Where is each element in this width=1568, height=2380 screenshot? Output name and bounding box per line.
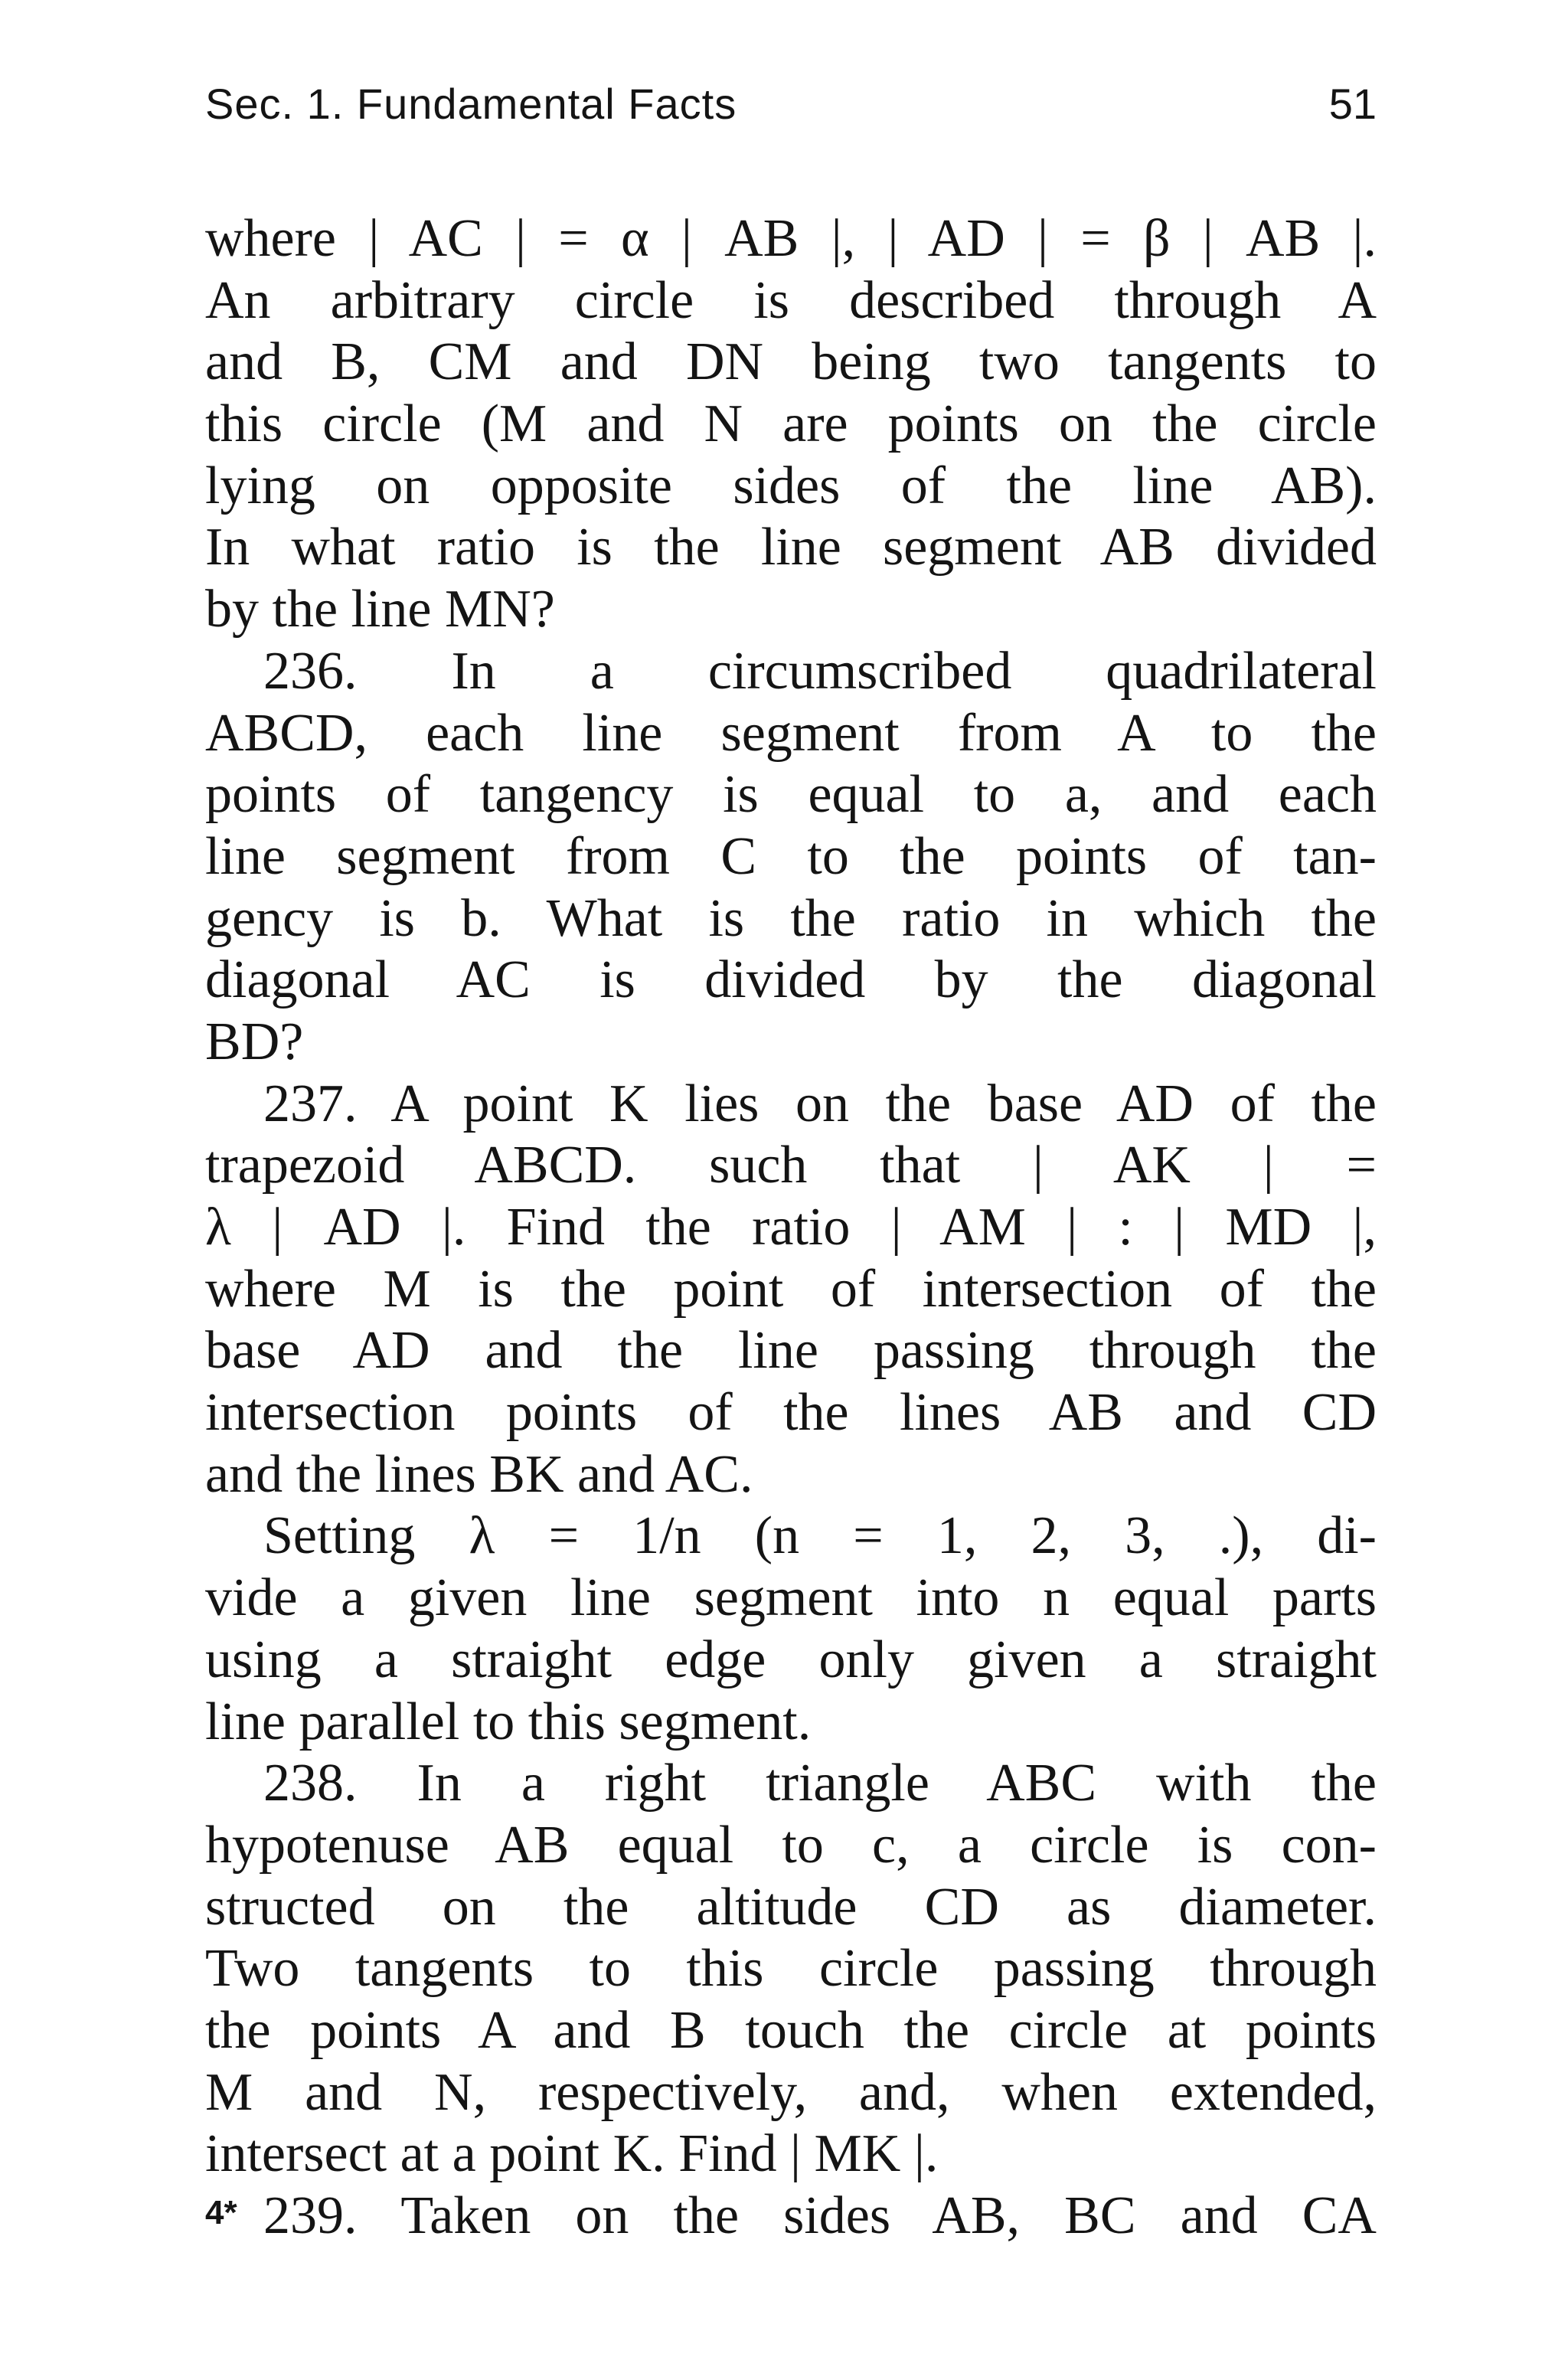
section-title: Sec. 1. Fundamental Facts (205, 80, 737, 128)
text-line: the points A and B touch the circle at points (205, 2000, 1377, 2060)
text-line: BD? (205, 1012, 304, 1071)
text-line: points of tangency is equal to a, and each (205, 765, 1377, 825)
text-line: where | AC | = α | AB |, | AD | = β | AB |. (205, 209, 1377, 268)
text-line: this circle (M and N are points on the circle (205, 394, 1377, 454)
text-line: hypotenuse AB equal to c, a circle is con- (205, 1815, 1377, 1875)
text-line: using a straight edge only given a straight (205, 1630, 1377, 1689)
text-line: intersection points of the lines AB and CD (205, 1383, 1377, 1443)
text-line: and the lines BK and AC. (205, 1444, 753, 1504)
text-line: diagonal AC is divided by the diagonal (205, 950, 1377, 1010)
page-number: 51 (1328, 80, 1377, 128)
text-line: 239. Taken on the sides AB, BC and CA (263, 2186, 1377, 2245)
running-head (205, 74, 1377, 135)
text-line: An arbitrary circle is described through A (205, 270, 1377, 330)
text-line: gency is b. What is the ratio in which the (205, 888, 1377, 948)
text-line: base AD and the line passing through the (205, 1321, 1377, 1381)
text-line: λ | AD |. Find the ratio | AM | : | MD |, (205, 1198, 1377, 1257)
text-line: 237. A point K lies on the base AD of the (263, 1074, 1377, 1133)
printer-signature-mark: 4* (205, 2194, 237, 2231)
text-line: In what ratio is the line segment AB divided (205, 518, 1377, 577)
text-line: line segment from C to the points of tan- (205, 826, 1377, 886)
text-line: intersect at a point K. Find | MK |. (205, 2124, 939, 2184)
text-line: by the line MN? (205, 580, 555, 639)
text-line: M and N, respectively, and, when extended, (205, 2062, 1377, 2122)
text-line: trapezoid ABCD. such that | AK | = (205, 1136, 1377, 1195)
text-line: 238. In a right triangle ABC with the (263, 1754, 1377, 1813)
text-line: and B, CM and DN being two tangents to (205, 332, 1377, 392)
body-text (205, 208, 1377, 2248)
text-line: line parallel to this segment. (205, 1692, 812, 1751)
text-line: lying on opposite sides of the line AB). (205, 456, 1377, 515)
text-line: vide a given line segment into n equal parts (205, 1568, 1377, 1628)
text-line: where M is the point of intersection of the (205, 1259, 1377, 1319)
text-line: Two tangents to this circle passing through (205, 1939, 1377, 1999)
text-line: Setting λ = 1/n (n = 1, 2, 3, .), di- (263, 1506, 1377, 1566)
text-line: 236. In a circumscribed quadrilateral (263, 641, 1377, 701)
text-line: structed on the altitude CD as diameter. (205, 1877, 1377, 1937)
text-line: ABCD, each line segment from A to the (205, 703, 1377, 763)
